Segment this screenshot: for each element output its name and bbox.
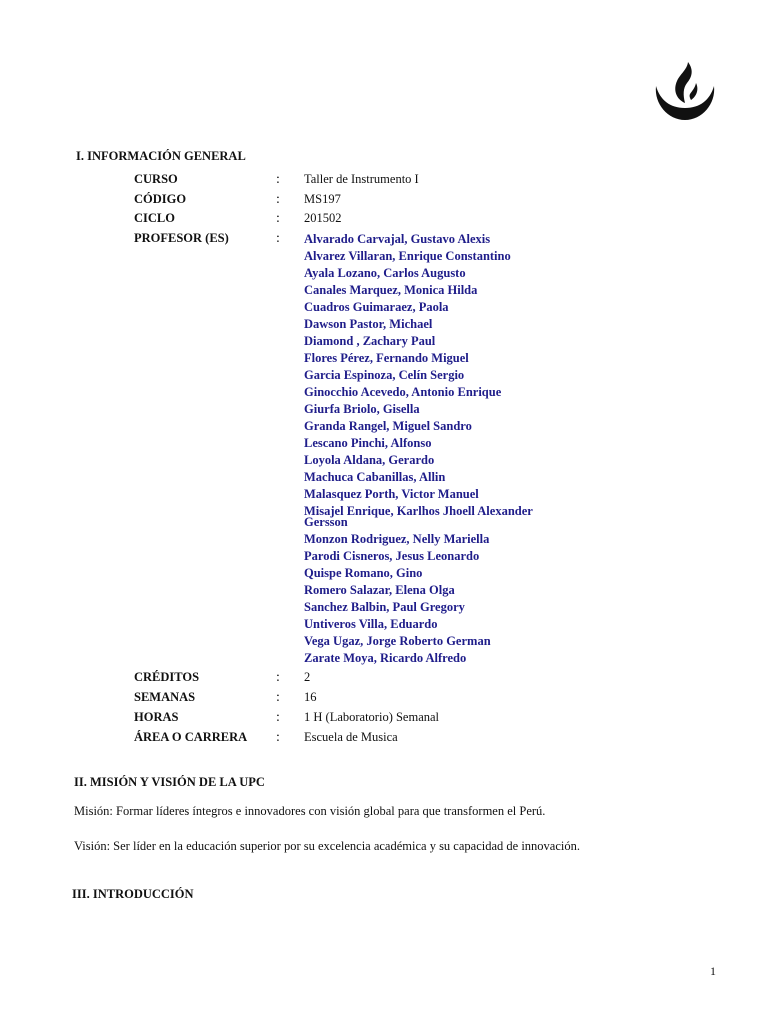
profesor-colon: : [276,231,280,246]
professor-name: Flores Pérez, Fernando Miguel [304,351,469,365]
mission-text: Misión: Formar líderes íntegros e innovadores con visión global para que transformen el Perú. [74,804,546,818]
professor-name: Misajel Enrique, Karlhos Jhoell Alexander Gersson [304,504,533,529]
profesor-label: PROFESOR (ES) [134,231,229,245]
codigo-colon: : [276,192,280,207]
creditos-value: 2 [304,670,311,684]
horas-colon: : [276,710,280,725]
professor-name: Loyola Aldana, Gerardo [304,453,435,467]
semanas-value: 16 [304,690,317,704]
professor-name: Romero Salazar, Elena Olga [304,583,455,597]
section-title-general-info: I. INFORMACIÓN GENERAL [76,149,246,163]
horas-value: 1 H (Laboratorio) Semanal [304,710,440,724]
professor-name: Malasquez Porth, Victor Manuel [304,487,479,501]
professor-name: Garcia Espinoza, Celín Sergio [304,368,465,382]
professor-list [304,231,564,667]
professor-name: Lescano Pinchi, Alfonso [304,436,432,450]
professor-name: Zarate Moya, Ricardo Alfredo [304,651,467,665]
professor-name: Giurfa Briolo, Gisella [304,402,420,416]
area-label: ÁREA O CARRERA [134,730,248,744]
professor-name: Canales Marquez, Monica Hilda [304,283,478,297]
codigo-value: MS197 [304,192,341,206]
professor-name: Alvarez Villaran, Enrique Constantino [304,249,511,263]
ciclo-colon: : [276,211,280,226]
curso-colon: : [276,172,280,187]
professor-name: Diamond , Zachary Paul [304,334,436,348]
curso-value: Taller de Instrumento I [304,172,419,186]
horas-label: HORAS [134,710,179,724]
curso-label: CURSO [134,172,178,186]
professor-name: Monzon Rodriguez, Nelly Mariella [304,532,490,546]
semanas-colon: : [276,690,280,705]
professor-name: Alvarado Carvajal, Gustavo Alexis [304,232,491,246]
area-colon: : [276,730,280,745]
area-value: Escuela de Musica [304,730,398,744]
creditos-colon: : [276,670,280,685]
codigo-label: CÓDIGO [134,192,187,206]
professor-name: Machuca Cabanillas, Allin [304,470,446,484]
professor-name: Granda Rangel, Miguel Sandro [304,419,472,433]
upc-flame-logo-icon [650,56,720,126]
page-number: 1 [710,964,716,978]
professor-name: Sanchez Balbin, Paul Gregory [304,600,465,614]
professor-name: Cuadros Guimaraez, Paola [304,300,449,314]
vision-text: Visión: Ser líder en la educación superior por su excelencia académica y su capacidad de innovación. [74,839,580,853]
professor-name: Dawson Pastor, Michael [304,317,433,331]
section-title-introduction: III. INTRODUCCIÓN [72,887,194,901]
ciclo-value: 201502 [304,211,342,225]
professor-name: Ayala Lozano, Carlos Augusto [304,266,466,280]
section-title-mission-vision: II. MISIÓN Y VISIÓN DE LA UPC [74,775,265,789]
professor-name: Parodi Cisneros, Jesus Leonardo [304,549,480,563]
professor-name: Quispe Romano, Gino [304,566,423,580]
professor-name: Vega Ugaz, Jorge Roberto German [304,634,491,648]
semanas-label: SEMANAS [134,690,196,704]
ciclo-label: CICLO [134,211,175,225]
professor-name: Ginocchio Acevedo, Antonio Enrique [304,385,502,399]
professor-name: Untiveros Villa, Eduardo [304,617,438,631]
creditos-label: CRÉDITOS [134,670,200,684]
